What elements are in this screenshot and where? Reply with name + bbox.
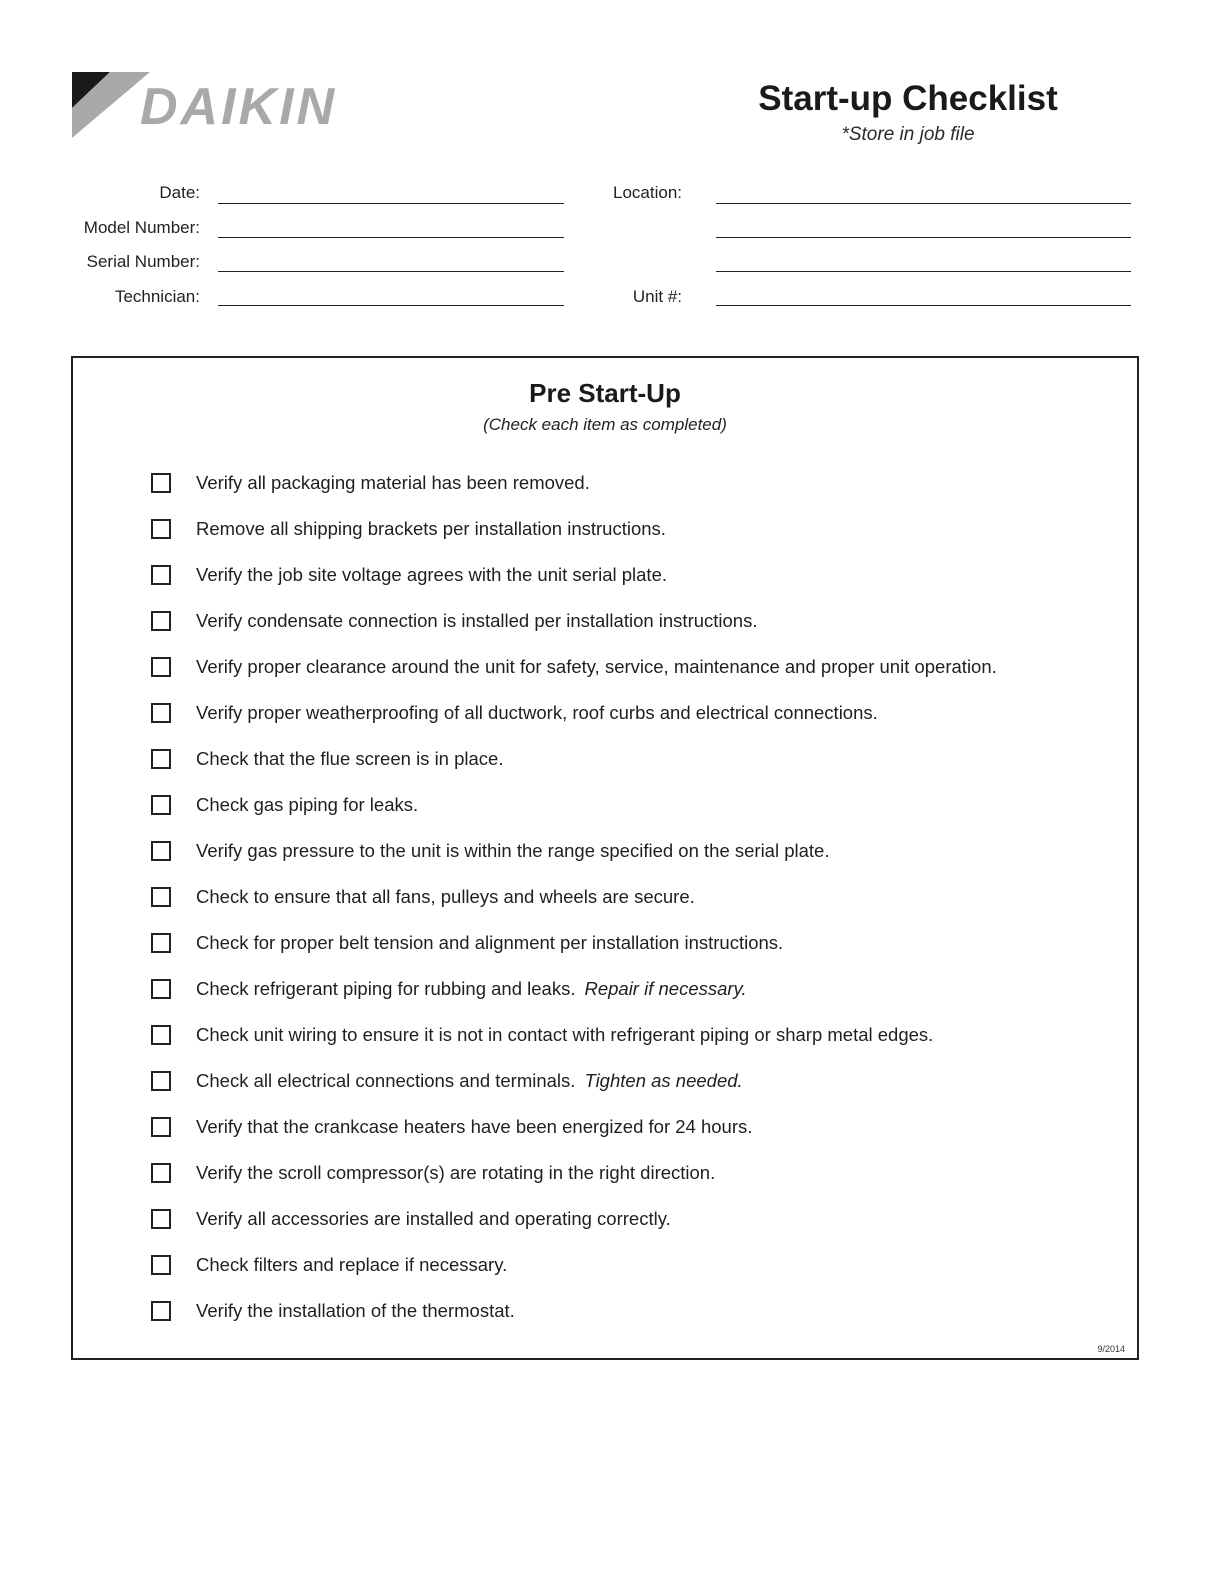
checklist-item-text: Check refrigerant piping for rubbing and leaks.	[196, 978, 576, 999]
technician-label: Technician:	[114, 287, 200, 306]
checklist-item-text: Verify all packaging material has been removed.	[196, 472, 590, 493]
checkbox[interactable]	[151, 565, 171, 585]
checklist-item-text: Verify gas pressure to the unit is within the range specified on the serial plate.	[196, 840, 830, 861]
checklist-item	[151, 838, 829, 864]
revision-date: 9/2014	[1097, 1344, 1125, 1354]
checkbox[interactable]	[151, 1117, 171, 1137]
checklist-item	[151, 930, 783, 956]
checklist-item	[151, 1206, 671, 1232]
unit-label: Unit #:	[632, 287, 682, 306]
checklist-item-note: Repair if necessary.	[584, 978, 747, 999]
document-subtitle: *Store in job file	[841, 124, 975, 145]
checklist-item-text: Verify condensate connection is installed per installation instructions.	[196, 610, 758, 631]
checklist-item-text: Verify proper clearance around the unit for safety, service, maintenance and proper unit operation.	[196, 656, 997, 677]
checkbox[interactable]	[151, 473, 171, 493]
checkbox[interactable]	[151, 1301, 171, 1321]
checkbox[interactable]	[151, 887, 171, 907]
checkbox[interactable]	[151, 657, 171, 677]
checklist-item-text: Verify the scroll compressor(s) are rotating in the right direction.	[196, 1162, 716, 1183]
checklist-item-text: Verify that the crankcase heaters have been energized for 24 hours.	[196, 1116, 753, 1137]
checklist-item	[151, 700, 878, 726]
checklist-item-text: Check for proper belt tension and alignment per installation instructions.	[196, 932, 784, 953]
checkbox[interactable]	[151, 1071, 171, 1091]
section-subtitle: (Check each item as completed)	[483, 415, 727, 434]
location-field[interactable]	[716, 203, 1131, 204]
model-number-label: Model Number:	[83, 218, 200, 237]
checkbox[interactable]	[151, 519, 171, 539]
checklist-item-text: Check to ensure that all fans, pulleys and wheels are secure.	[196, 886, 695, 907]
date-field[interactable]	[218, 203, 564, 204]
serial-number-field[interactable]	[218, 271, 564, 272]
unit-field[interactable]	[716, 305, 1131, 306]
checklist-item-text: Verify the job site voltage agrees with the unit serial plate.	[196, 564, 667, 585]
checklist-item-text: Check all electrical connections and terminals.	[196, 1070, 576, 1091]
checklist-item	[151, 792, 418, 818]
checklist-item	[151, 746, 503, 772]
serial-number-label: Serial Number:	[86, 252, 200, 271]
checkbox[interactable]	[151, 703, 171, 723]
checklist-item	[151, 470, 590, 496]
svg-text:DAIKIN: DAIKIN	[140, 78, 338, 136]
checklist-item	[151, 1298, 515, 1324]
checklist-item-text: Check that the flue screen is in place.	[196, 748, 504, 769]
checkbox[interactable]	[151, 979, 171, 999]
checkbox[interactable]	[151, 749, 171, 769]
location-label: Location:	[613, 183, 682, 202]
location-field-line-2[interactable]	[716, 237, 1131, 238]
checklist-item-text: Check filters and replace if necessary.	[196, 1254, 508, 1275]
checkbox[interactable]	[151, 611, 171, 631]
checklist-item	[151, 1022, 933, 1048]
checkbox[interactable]	[151, 1255, 171, 1275]
checkbox[interactable]	[151, 1025, 171, 1045]
title-block	[700, 78, 1116, 146]
checklist-item	[151, 884, 695, 910]
checkbox[interactable]	[151, 1209, 171, 1229]
checklist-item	[151, 562, 667, 588]
checklist-item-note: Tighten as needed.	[584, 1070, 743, 1091]
date-label: Date:	[159, 183, 200, 202]
checklist-item-text: Check gas piping for leaks.	[196, 794, 419, 815]
pre-startup-panel	[71, 356, 1139, 1360]
checklist-item	[151, 976, 747, 1002]
checklist-item	[151, 1160, 715, 1186]
checklist-item-text: Verify all accessories are installed and operating correctly.	[196, 1208, 671, 1229]
checkbox[interactable]	[151, 933, 171, 953]
checklist-item-text: Remove all shipping brackets per installation instructions.	[196, 518, 666, 539]
checklist-item	[151, 654, 997, 680]
section-title: Pre Start-Up	[529, 378, 681, 408]
checklist-item	[151, 1114, 752, 1140]
checklist-item	[151, 1252, 507, 1278]
checklist-item-text: Check unit wiring to ensure it is not in contact with refrigerant piping or sharp metal edges.	[196, 1024, 934, 1045]
checkbox[interactable]	[151, 1163, 171, 1183]
checklist-item	[151, 608, 758, 634]
checklist-item-text: Verify the installation of the thermostat.	[196, 1300, 515, 1321]
checkbox[interactable]	[151, 841, 171, 861]
location-field-line-3[interactable]	[716, 271, 1131, 272]
checklist-item	[151, 516, 666, 542]
model-number-field[interactable]	[218, 237, 564, 238]
checklist-item-text: Verify proper weatherproofing of all ductwork, roof curbs and electrical connections.	[196, 702, 878, 723]
checklist-item	[151, 1068, 743, 1094]
daikin-logo	[70, 70, 415, 142]
document-title: Start-up Checklist	[758, 79, 1058, 118]
checkbox[interactable]	[151, 795, 171, 815]
